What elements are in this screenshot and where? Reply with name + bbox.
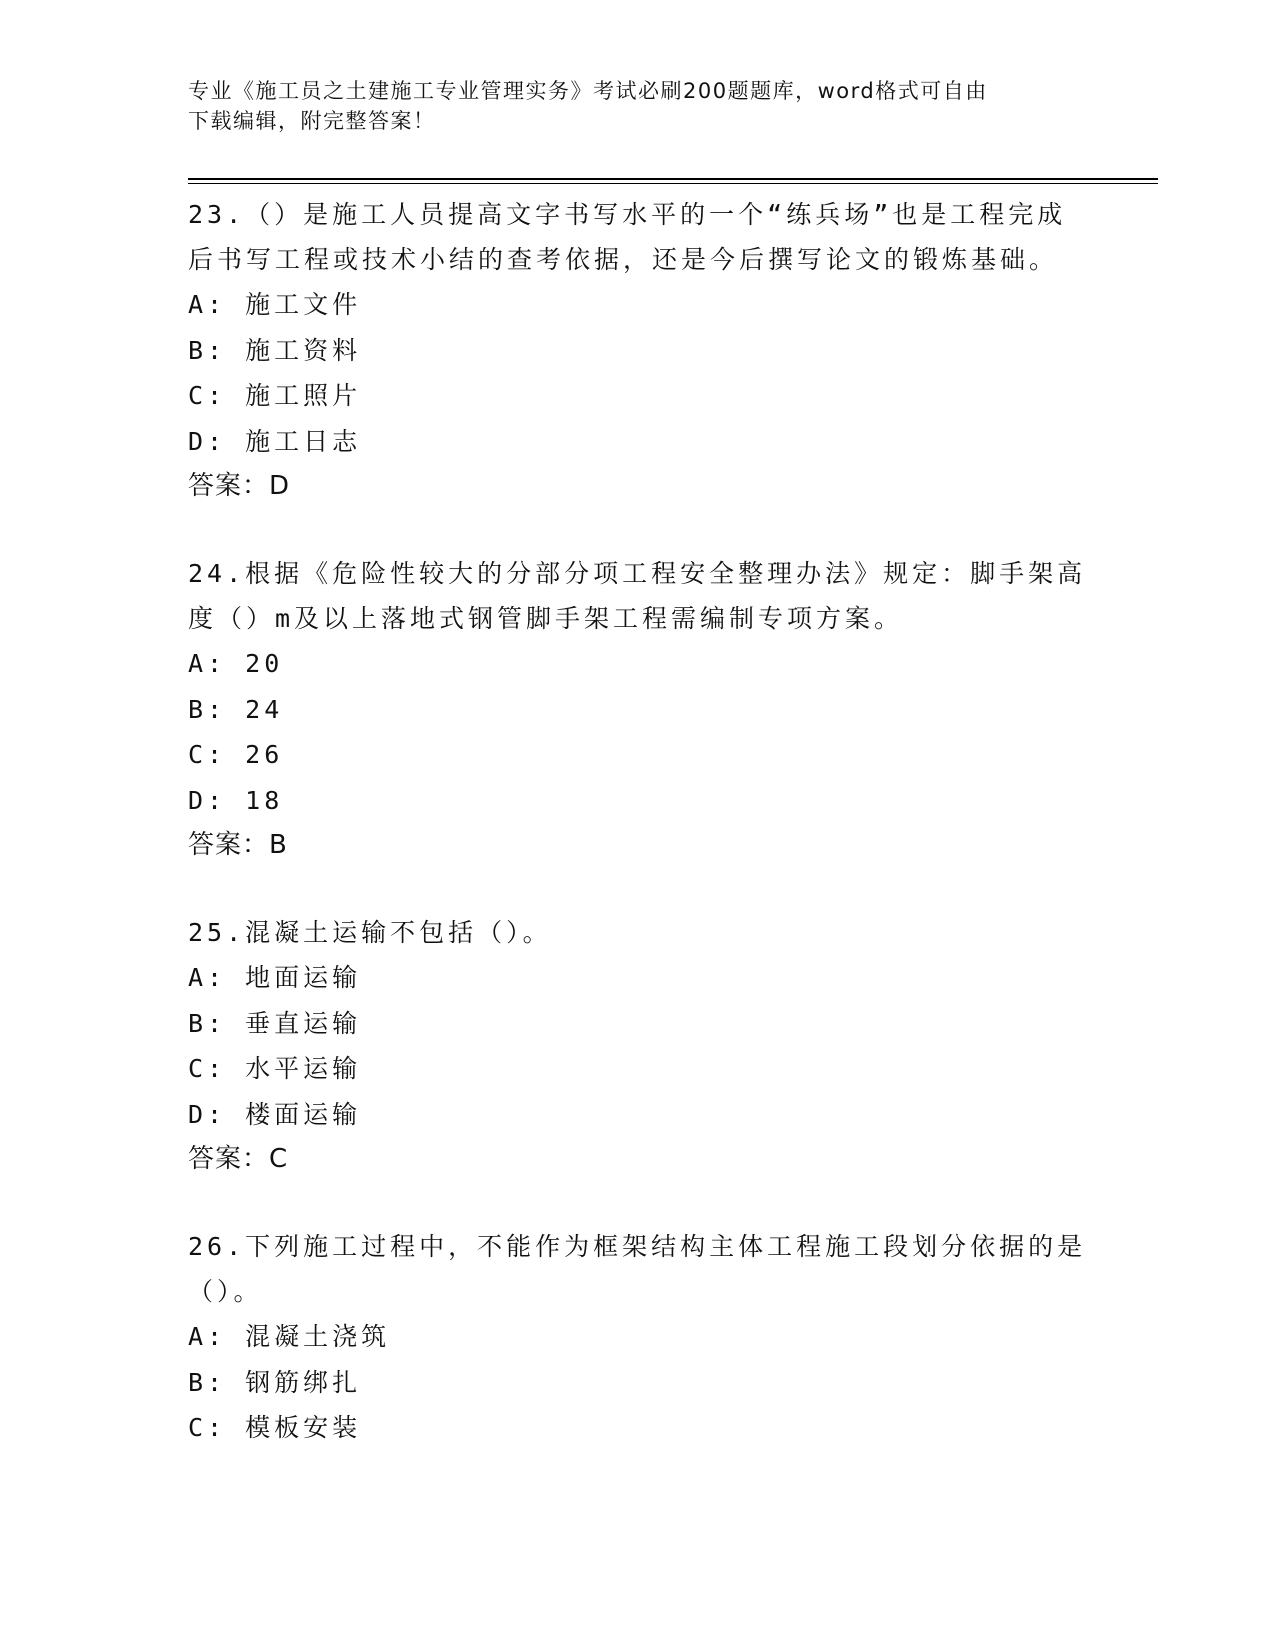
question-24: [188, 551, 1088, 868]
question-26: [188, 1224, 1088, 1451]
answer-line: 答案：B: [188, 830, 288, 860]
question-stem-line: 度（）m及以上落地式钢管脚手架工程需编制专项方案。: [188, 604, 904, 633]
header-line-1: 专业《施工员之土建施工专业管理实务》考试必刷200题题库，word格式可自由: [188, 79, 988, 103]
answer-line: 答案：C: [188, 1144, 289, 1174]
question-stem-line: 后书写工程或技术小结的查考依据，还是今后撰写论文的锻炼基础。: [188, 245, 1059, 274]
option-b: B: 施工资料: [188, 335, 362, 365]
question-stem-line: （）。: [188, 1277, 263, 1306]
option-b: B: 钢筋绑扎: [188, 1367, 362, 1397]
question-stem-line: 25.混凝土运输不包括（）。: [188, 918, 552, 947]
option-a: A: 混凝土浇筑: [188, 1322, 391, 1351]
option-c: C: 水平运输: [188, 1054, 362, 1083]
option-a: A: 地面运输: [188, 963, 362, 992]
option-a: A: 施工文件: [188, 290, 362, 319]
option-c: C: 26: [188, 740, 284, 769]
question-25: [188, 910, 1088, 1182]
question-stem-line: 26.下列施工过程中，不能作为框架结构主体工程施工段划分依据的是: [188, 1232, 1087, 1261]
header-line-2: 下载编辑，附完整答案！: [188, 109, 436, 133]
option-a: A: 20: [188, 649, 284, 678]
header-divider-thin: [188, 183, 1158, 184]
option-d: D: 楼面运输: [188, 1099, 362, 1129]
document-header: [188, 76, 1088, 136]
answer-line: 答案：D: [188, 471, 291, 501]
question-list: [188, 192, 1088, 1493]
question-stem-line: 24.根据《危险性较大的分部分项工程安全整理办法》规定：脚手架高: [188, 559, 1087, 588]
question-stem-line: 23.（）是施工人员提高文字书写水平的一个“练兵场”也是工程完成: [188, 200, 1067, 229]
option-d: D: 施工日志: [188, 426, 362, 456]
option-b: B: 24: [188, 694, 284, 724]
option-d: D: 18: [188, 785, 284, 815]
header-divider-thick: [188, 178, 1158, 180]
option-b: B: 垂直运输: [188, 1008, 362, 1038]
option-c: C: 施工照片: [188, 381, 362, 410]
option-c: C: 模板安装: [188, 1413, 362, 1442]
question-23: [188, 192, 1088, 509]
